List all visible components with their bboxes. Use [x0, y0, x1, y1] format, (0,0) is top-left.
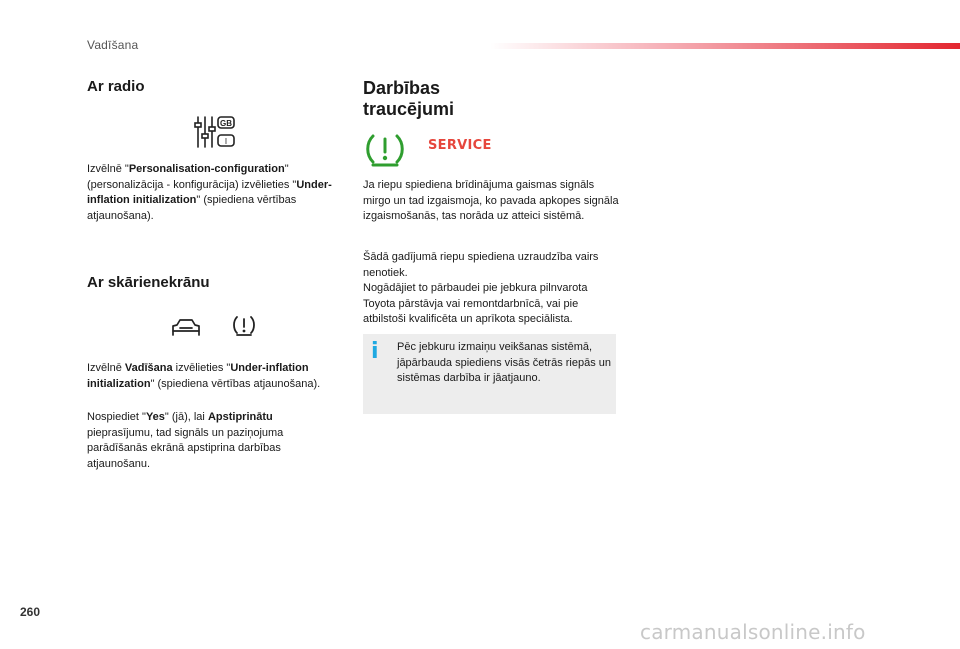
- page-number: 260: [20, 605, 41, 619]
- radio-badge-text: GB: [220, 119, 232, 128]
- header-accent-bar: [490, 43, 960, 49]
- info-text: Pēc jebkuru izmaiņu veikšanas sistēmā, jāpārbauda spiediens visās četrās riepās un sistēmas darbība ir jāatjauno.: [397, 341, 612, 384]
- touchscreen-instructions: Izvēlnē Vadīšana izvēlieties "Under-inflation initialization" (spiediena vērtības atjaunošana).: [87, 362, 321, 390]
- malfunction-para-1: Ja riepu spiediena brīdinājuma gaismas signāls mirgo un tad izgaismoja, ko pavada apkopes signāla izgaismošanās, tas norāda uz atteici sistēmā.: [363, 179, 619, 222]
- radio-info-text: I: [224, 137, 228, 146]
- service-warning-label: SERVICE: [428, 138, 492, 153]
- tyre-pressure-icon: [231, 314, 257, 338]
- info-icon: i: [371, 339, 379, 364]
- malfunction-para-2: Šādā gadījumā riepu spiediena uzraudzība vairs nenotiek.: [363, 251, 599, 279]
- heading-touchscreen: Ar skārienekrānu: [87, 274, 210, 291]
- tyre-pressure-warning-icon: [363, 132, 407, 168]
- section-title: Vadīšana: [87, 38, 139, 52]
- watermark: carmanualsonline.info: [640, 620, 866, 644]
- heading-radio: Ar radio: [87, 78, 145, 95]
- malfunction-para-3: Nogādājiet to pārbaudei pie jebkura pilnvarota Toyota pārstāvja vai remontdarbnīcā, vai pie atbilstoši kvalificēta un aprīkota speciālista.: [363, 282, 588, 325]
- car-icon: [170, 316, 202, 338]
- heading-malfunction: Darbības traucējumi: [363, 78, 455, 119]
- touchscreen-confirm: Nospiediet "Yes" (jā), lai Apstiprinātu pieprasījumu, tad signāls un paziņojuma parādīšanās ekrānā apstiprina darbības atjaunošanu.: [87, 411, 284, 470]
- radio-settings-icon: [193, 114, 237, 150]
- radio-instructions: Izvēlnē "Personalisation-configuration" (personalizācija - konfigurācija) izvēlieties "Under-inflation initialization" (spiediena vērtības atjaunošana).: [87, 163, 332, 222]
